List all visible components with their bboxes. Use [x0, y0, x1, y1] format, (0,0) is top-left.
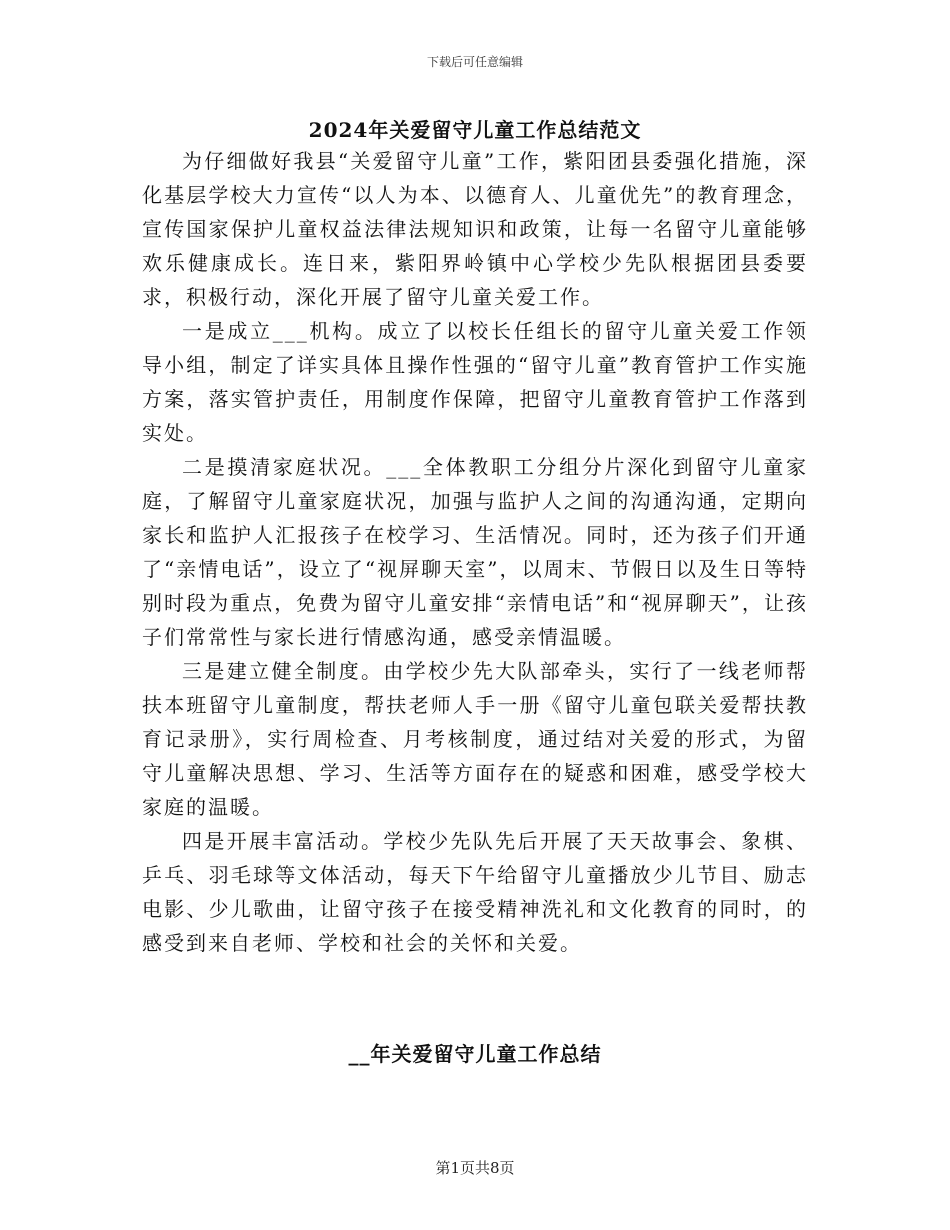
paragraph-intro: 为仔细做好我县“关爱留守儿童”工作，紫阳团县委强化措施，深化基层学校大力宣传“以人为本、以德育人、儿童优先”的教育理念，宣传国家保护儿童权益法律法规知识和政策，让每一名留守儿童能够欢乐健康成长。连日来，紫阳界岭镇中心学校少先队根据团县委要求，积极行动，深化开展了留守儿童关爱工作。	[142, 149, 808, 309]
paragraph-family-status: 二是摸清家庭状况。___全体教职工分组分片深化到留守儿童家庭，了解留守儿童家庭状况，加强与监护人之间的沟通沟通，定期向家长和监护人汇报孩子在校学习、生活情况。同时，还为孩子们开通了“亲情电话”，设立了“视屏聊天室”，以周末、节假日以及生日等特别时段为重点，免费为留守儿童安排“亲情电话”和“视屏聊天”，让孩子们常常性与家长进行情感沟通，感受亲情温暖。	[142, 455, 808, 649]
paragraph-system: 三是建立健全制度。由学校少先大队部牵头，实行了一线老师帮扶本班留守儿童制度，帮扶老师人手一册《留守儿童包联关爱帮扶教育记录册》，实行周检查、月考核制度，通过结对关爱的形式，为留守儿童解决思想、学习、生活等方面存在的疑惑和困难，感受学校大家庭的温暖。	[142, 659, 808, 819]
document-body	[142, 144, 808, 960]
section-subheading: __年关爱留守儿童工作总结	[348, 1042, 602, 1066]
paragraph-activities: 四是开展丰富活动。学校少先队先后开展了天天故事会、象棋、乒乓、羽毛球等文体活动，每天下午给留守儿童播放少儿节目、励志电影、少儿歌曲，让留守孩子在接受精神洗礼和文化教育的同时，的感受到来自老师、学校和社会的关怀和关爱。	[142, 829, 808, 955]
header-note: 下载后可任意编辑	[426, 55, 523, 69]
page-number: 第1页共8页	[435, 1159, 515, 1177]
document-title: 2024年关爱留守儿童工作总结范文	[308, 118, 642, 142]
paragraph-organization: 一是成立___机构。成立了以校长任组长的留守儿童关爱工作领导小组，制定了详实具体且操作性强的“留守儿童”教育管护工作实施方案，落实管护责任，用制度作保障，把留守儿童教育管护工作落到实处。	[142, 319, 808, 445]
